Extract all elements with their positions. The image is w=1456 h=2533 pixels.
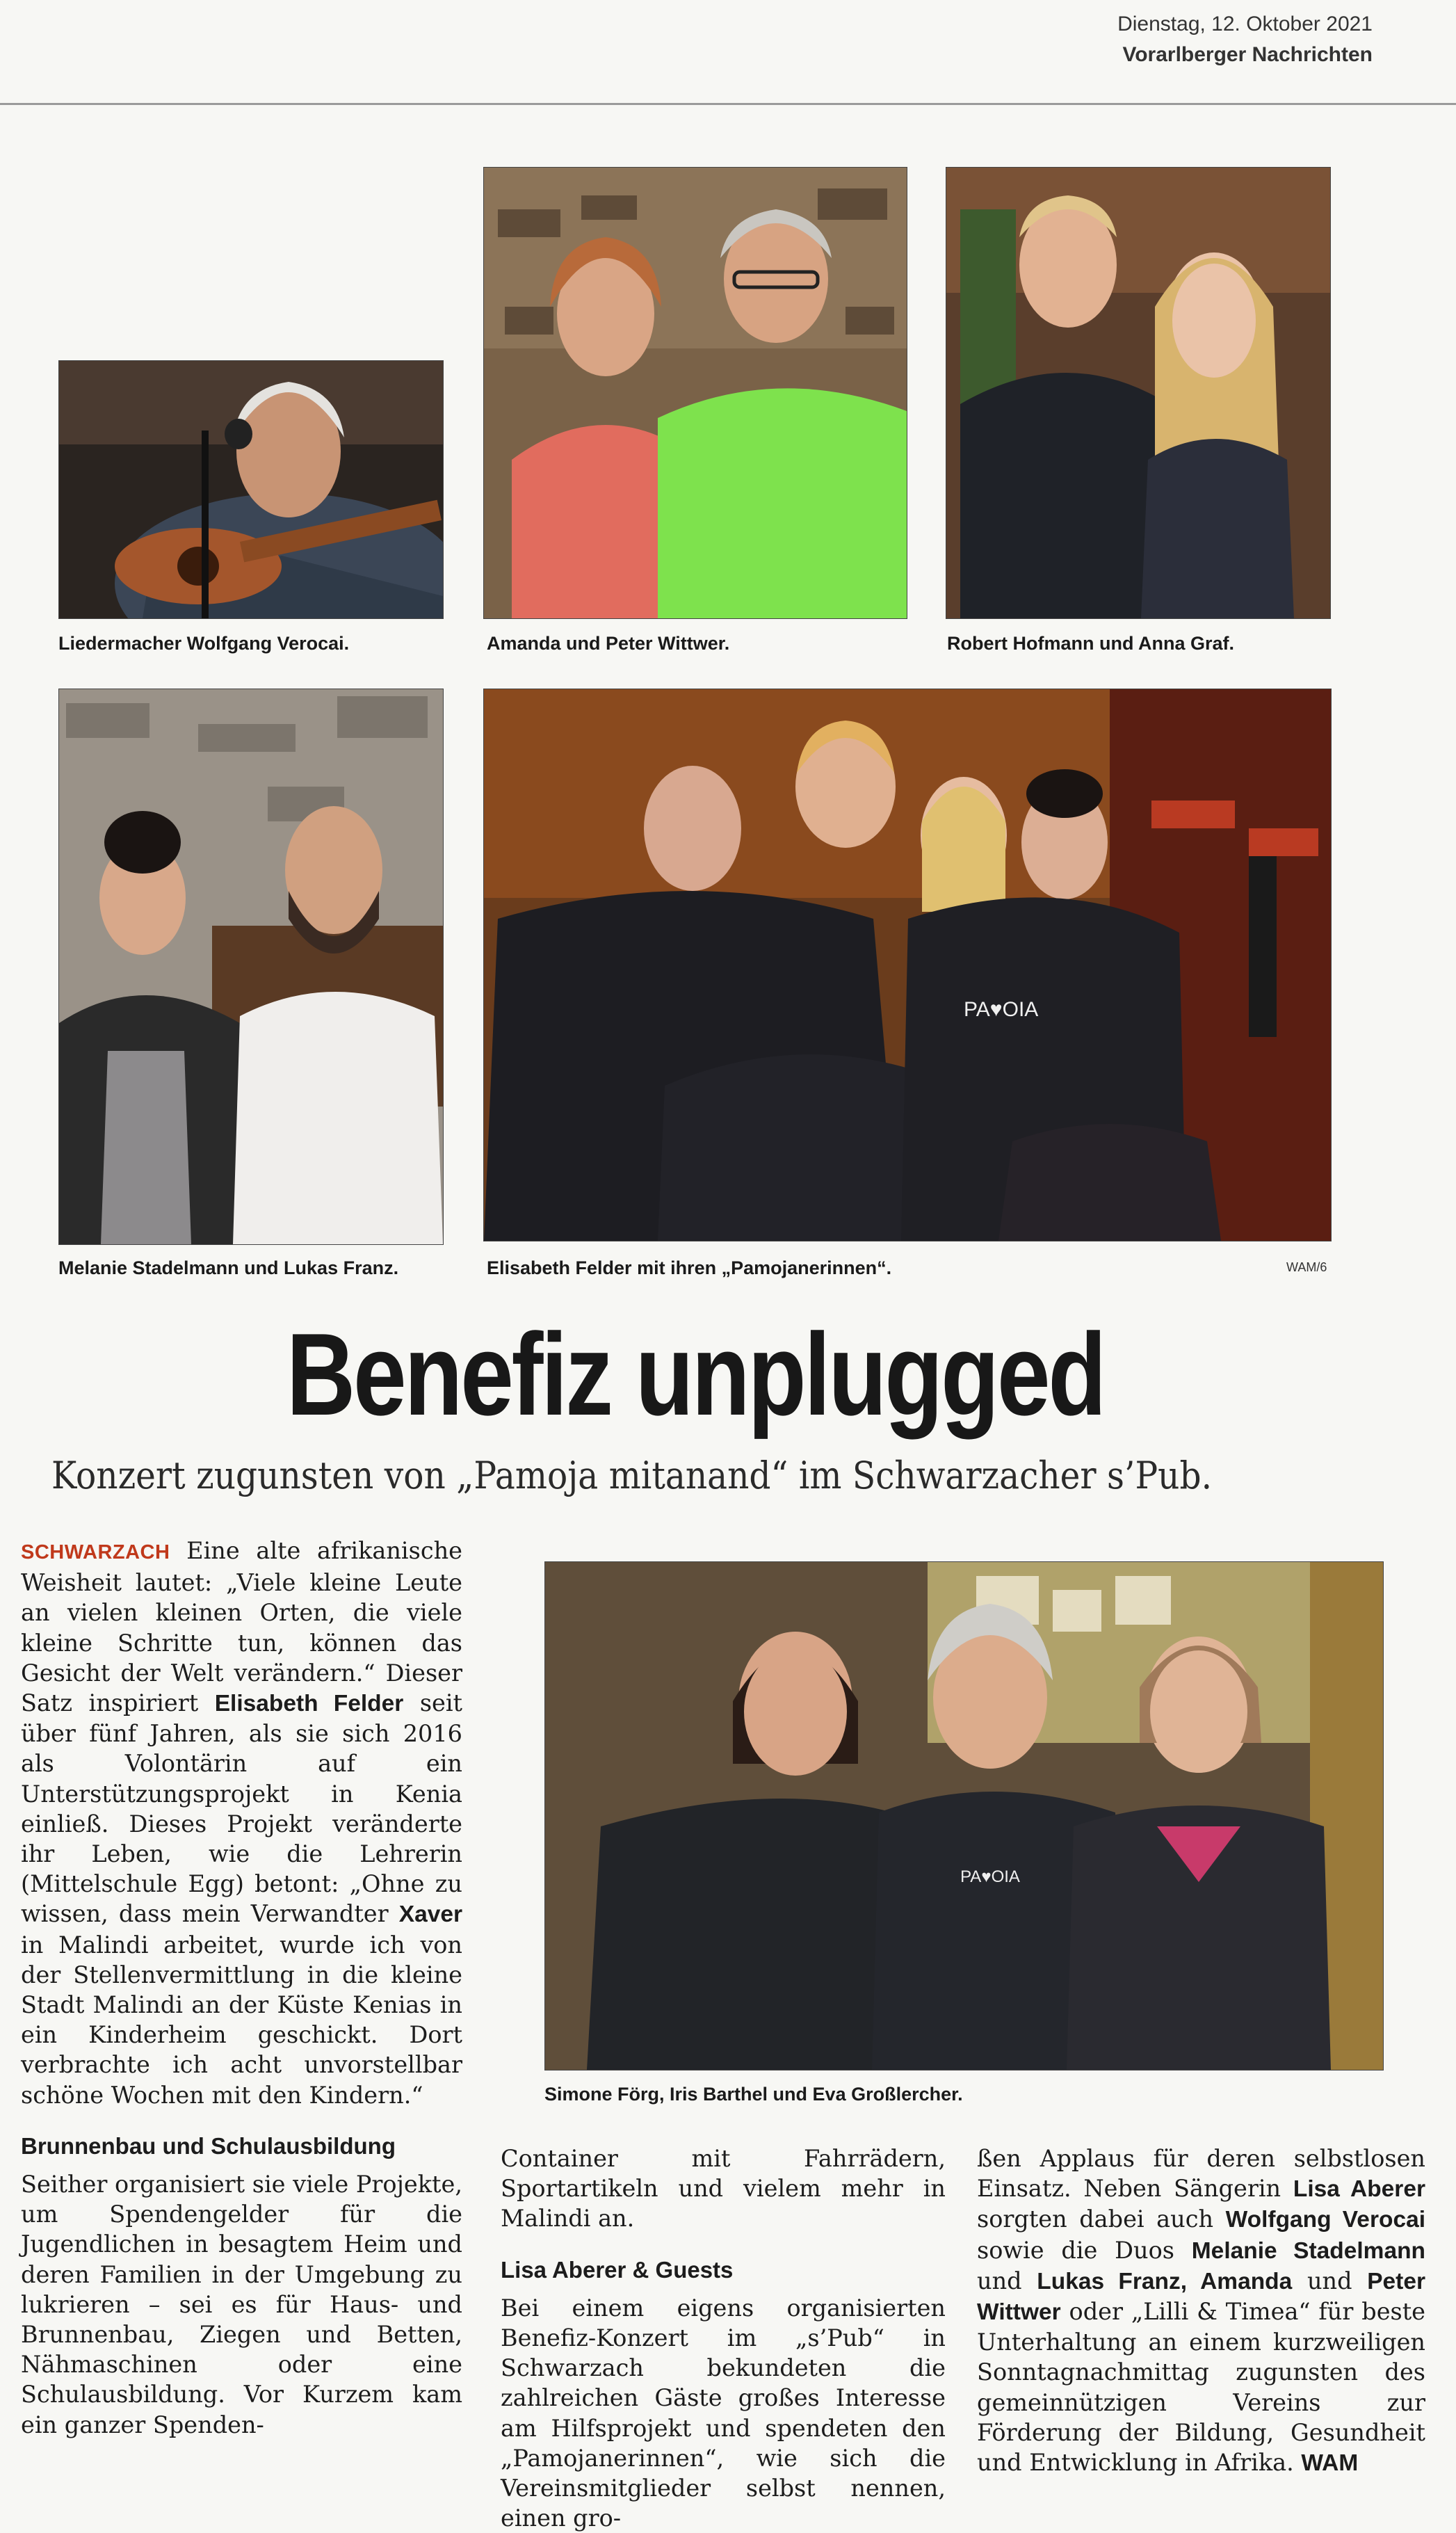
article-text: und xyxy=(977,2267,1022,2294)
subheading-brunnenbau: Brunnenbau und Schulausbildung xyxy=(21,2132,396,2159)
photo-melanie-stadelmann-lukas-franz xyxy=(58,689,444,1245)
caption-photo-2: Amanda und Peter Wittwer. xyxy=(487,633,730,654)
caption-photo-3: Robert Hofmann und Anna Graf. xyxy=(947,633,1234,654)
caption-photo-6: Simone Förg, Iris Barthel und Eva Großlercher. xyxy=(544,2084,963,2105)
author-mark: WAM xyxy=(1301,2450,1359,2477)
caption-photo-4: Melanie Stadelmann und Lukas Franz. xyxy=(58,1257,399,1278)
photo-simone-iris-eva xyxy=(544,1561,1384,2070)
article-text: sorgten dabei auch xyxy=(977,2205,1214,2233)
article-text: und xyxy=(1307,2267,1352,2294)
photo-credit: WAM/6 xyxy=(1286,1260,1327,1274)
article-paragraph-3: Container mit Fahrrädern, Sportartikeln und vielem mehr in Malindi an. xyxy=(501,2145,946,2233)
header-rule xyxy=(0,103,1456,105)
person-name: Xaver xyxy=(398,1901,462,1928)
photo-amanda-peter-wittwer xyxy=(483,167,907,619)
person-name: Melanie Stadelmann xyxy=(1191,2237,1425,2264)
article-text: ßen Applaus für deren selbstlosen Einsatz. Neben Sängerin xyxy=(977,2145,1425,2203)
shirt-logo-text: PA♥OIA xyxy=(960,1867,1020,1886)
caption-photo-1: Liedermacher Wolfgang Verocai. xyxy=(58,633,350,654)
photo-elisabeth-felder-group xyxy=(483,689,1332,1241)
article-column-1 xyxy=(21,1536,462,2440)
shirt-logo-text: PA♥OIA xyxy=(964,998,1039,1021)
person-name: Lukas Franz, Amanda xyxy=(1037,2268,1293,2294)
article-text: Eine alte afrikanische Weisheit lautet: „Viele kleine Leute an vielen kleinen Orten, die viele kleine Schritte tun, können das Gesicht der Welt verändern.“ Dieser Satz inspiriert xyxy=(21,1537,462,1717)
person-name: Peter Wittwer xyxy=(977,2268,1426,2326)
article-paragraph-5 xyxy=(977,2144,1425,2478)
subheading-lisa-aberer: Lisa Aberer & Guests xyxy=(501,2256,734,2283)
person-name: Elisabeth Felder xyxy=(214,1691,404,1717)
article-column-3 xyxy=(977,2144,1425,2478)
article-paragraph-1 xyxy=(21,1536,462,2110)
headline: Benefiz unplugged xyxy=(286,1309,1105,1440)
article-text: sowie die Duos xyxy=(977,2236,1174,2264)
newspaper-name: Vorarlberger Nachrichten xyxy=(1122,43,1373,66)
caption-photo-5: Elisabeth Felder mit ihren „Pamojanerinnen“. xyxy=(487,1257,892,1278)
person-name: Wolfgang Verocai xyxy=(1225,2207,1426,2233)
header-date: Dienstag, 12. Oktober 2021 xyxy=(1117,13,1373,35)
article-text: oder „Lilli & Timea“ für beste Unterhaltung an einem kurzweiligen Sonntagnachmittag zugunsten des gemeinnützigen Vereins zur Förderung der Bildung, Gesundheit und Entwicklung in Afrika. xyxy=(977,2298,1425,2477)
article-column-2 xyxy=(501,2144,946,2533)
article-paragraph-2: Seither organisiert sie viele Projekte, um Spendengelder für die Jugendlichen in besagtem Heim und deren Familien in der Umgebung zu lukrieren – sei es für Haus- und Brunnenbau, Ziegen und Betten, Nähmaschinen oder eine Schulausbildung. Vor Kurzem kam ein ganzer Spenden- xyxy=(21,2171,462,2438)
article-text: in Malindi arbeitet, wurde ich von der Stellenvermittlung in die kleine Stadt Malindi an der Küste Kenias in ein Kinderheim geschickt. Dort verbrachte ich acht unvorstellbar schöne Wochen mit den Kindern.“ xyxy=(21,1931,462,2109)
photo-robert-hofmann-anna-graf xyxy=(946,167,1331,619)
subheadline: Konzert zugunsten von „Pamoja mitanand“ im Schwarzacher s’Pub. xyxy=(51,1454,1213,1497)
article-paragraph-4: Bei einem eigens organisierten Benefiz-Konzert im „s’Pub“ in Schwarzach bekundeten die zahlreichen Gäste großes Interesse am Hilfsprojekt und spendeten den „Pamojanerinnen“, wie sich die Vereinsmitglieder selbst nennen, einen gro- xyxy=(501,2294,946,2532)
photo-wolfgang-verocai xyxy=(58,360,444,619)
person-name: Lisa Aberer xyxy=(1293,2176,1426,2203)
article-text: seit über fünf Jahren, als sie sich 2016 als Volontärin auf ein Unterstützungsprojekt in Kenia einließ. Dieses Projekt veränderte ihr Leben, wie die Lehrerin (Mittelschule Egg) betont: „Ohne zu wissen, dass mein Verwandter xyxy=(21,1689,463,1928)
dateline: SCHWARZACH xyxy=(21,1541,170,1563)
